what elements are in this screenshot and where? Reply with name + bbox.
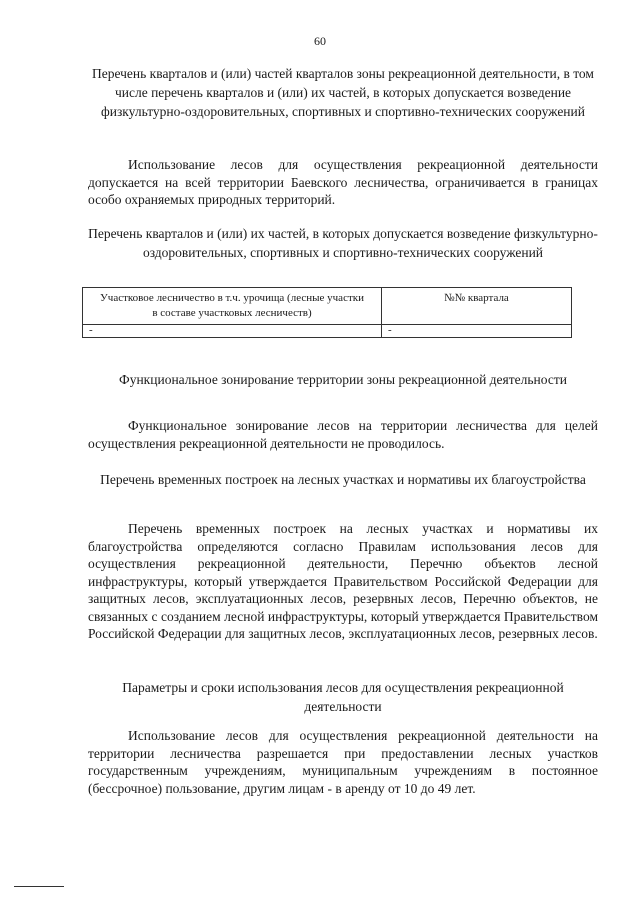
table-row (83, 325, 572, 338)
column-header-forestry: Участковое лесничество в т.ч. урочища (лесные участки в составе участковых лесничеств) (83, 288, 382, 325)
recreation-zone-paragraph: Использование лесов для осуществления рекреационной деятельности допускается на всей территории Баевского лесничества, ограничивается в границах особо охраняемых природных территорий. (88, 157, 598, 207)
zoning-paragraph: Функциональное зонирование лесов на территории лесничества для целей осуществления рекреационной деятельности не проводилось. (88, 418, 598, 451)
page-number: 60 (314, 34, 326, 48)
zoning-heading: Функциональное зонирование территории зоны рекреационной деятельности (119, 372, 567, 387)
temporary-buildings-heading: Перечень временных построек на лесных участках и нормативы их благоустройства (100, 472, 586, 487)
recreation-zone-heading: Перечень кварталов и (или) частей кварталов зоны рекреационной деятельности, в том числе перечень кварталов и (или) их частей, в которых допускается возведение физкультурно-оздоровительных, спортивных и спортивно-технических сооружений (92, 66, 594, 119)
table-cell-quarter-numbers: - (382, 325, 572, 338)
table-header-row (83, 288, 572, 325)
footer-rule (14, 886, 64, 887)
quarters-table (82, 287, 572, 338)
parameters-paragraph: Использование лесов для осуществления рекреационной деятельности на территории лесничества разрешается при предоставлении лесных участков государственным учреждениям, муниципальным учреждениям в постоянное (бессрочное) пользование, другим лицам - в аренду от 10 до 49 лет. (88, 728, 598, 796)
quarters-table-heading: Перечень кварталов и (или) их частей, в которых допускается возведение физкультурно-оздоровительных, спортивных и спортивно-технических сооружений (88, 226, 598, 260)
column-header-quarter-numbers: №№ квартала (382, 288, 572, 325)
table-cell-forestry: - (83, 325, 382, 338)
parameters-heading: Параметры и сроки использования лесов для осуществления рекреационной деятельности (122, 680, 564, 714)
temporary-buildings-paragraph: Перечень временных построек на лесных участках и нормативы их благоустройства определяются согласно Правилам использования лесов для осуществления рекреационной деятельности, Перечню объектов лесной инфраструктуры, который утверждается Правительством Российской Федерации для защитных лесов, эксплуатационных лесов, резервных лесов, Перечню объектов, не связанных с созданием лесной инфраструктуры, который утверждается Правительством Российской Федерации для защитных лесов, эксплуатационных лесов, резервных лесов. (88, 521, 598, 641)
